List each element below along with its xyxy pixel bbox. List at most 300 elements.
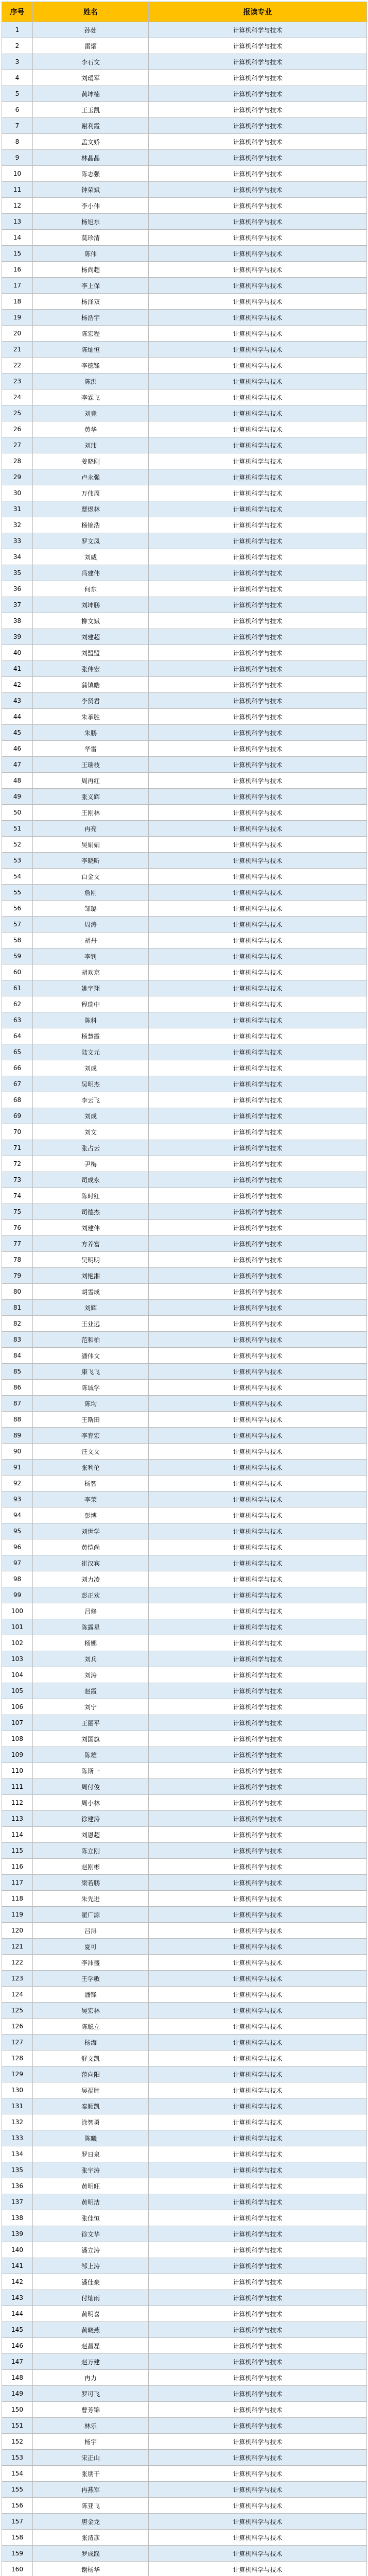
- table-row: [2, 1667, 367, 1683]
- cell-major: 计算机科学与技术: [149, 2306, 367, 2322]
- cell-index: 160: [2, 2562, 33, 2576]
- table-row: [2, 1971, 367, 1987]
- cell-index: 26: [2, 421, 33, 437]
- cell-major: 计算机科学与技术: [149, 278, 367, 294]
- cell-name: 彭正欢: [33, 1587, 149, 1603]
- cell-name: 杨泽双: [33, 294, 149, 310]
- cell-name: 黄明洁: [33, 2194, 149, 2210]
- cell-index: 156: [2, 2498, 33, 2514]
- cell-major: 计算机科学与技术: [149, 1667, 367, 1683]
- header-row: [2, 2, 367, 22]
- cell-index: 155: [2, 2482, 33, 2498]
- cell-major: 计算机科学与技术: [149, 1348, 367, 1364]
- table-row: [2, 1348, 367, 1364]
- cell-index: 48: [2, 773, 33, 789]
- cell-major: 计算机科学与技术: [149, 1236, 367, 1252]
- cell-major: 计算机科学与技术: [149, 2418, 367, 2434]
- cell-major: 计算机科学与技术: [149, 1380, 367, 1396]
- cell-major: 计算机科学与技术: [149, 1715, 367, 1731]
- cell-index: 78: [2, 1252, 33, 1268]
- cell-index: 127: [2, 2035, 33, 2050]
- cell-name: 黄坤楠: [33, 86, 149, 102]
- cell-index: 141: [2, 2258, 33, 2274]
- cell-index: 92: [2, 1476, 33, 1492]
- table-row: [2, 1444, 367, 1460]
- table-row: [2, 2450, 367, 2466]
- cell-name: 李小伟: [33, 198, 149, 214]
- cell-index: 40: [2, 645, 33, 661]
- cell-name: 何东: [33, 581, 149, 597]
- cell-name: 李晓昕: [33, 853, 149, 869]
- cell-major: 计算机科学与技术: [149, 2370, 367, 2386]
- table-row: [2, 1380, 367, 1396]
- cell-name: 李荣: [33, 1492, 149, 1507]
- cell-index: 43: [2, 693, 33, 709]
- cell-major: 计算机科学与技术: [149, 1156, 367, 1172]
- cell-major: 计算机科学与技术: [149, 933, 367, 948]
- table-row: [2, 853, 367, 869]
- cell-major: 计算机科学与技术: [149, 262, 367, 278]
- cell-index: 13: [2, 214, 33, 230]
- cell-index: 6: [2, 102, 33, 118]
- cell-major: 计算机科学与技术: [149, 2482, 367, 2498]
- cell-name: 杨娜: [33, 1635, 149, 1651]
- cell-name: 罗可飞: [33, 2386, 149, 2402]
- cell-name: 罗成蹼: [33, 2546, 149, 2562]
- cell-major: 计算机科学与技术: [149, 2019, 367, 2035]
- cell-index: 122: [2, 1955, 33, 1971]
- cell-name: 范向阳: [33, 2066, 149, 2082]
- cell-major: 计算机科学与技术: [149, 645, 367, 661]
- cell-index: 36: [2, 581, 33, 597]
- cell-name: 周再红: [33, 773, 149, 789]
- table-row: [2, 677, 367, 693]
- cell-index: 159: [2, 2546, 33, 2562]
- cell-major: 计算机科学与技术: [149, 2066, 367, 2082]
- cell-name: 王斯田: [33, 1412, 149, 1428]
- cell-major: 计算机科学与技术: [149, 2434, 367, 2450]
- cell-major: 计算机科学与技术: [149, 118, 367, 134]
- table-row: [2, 1236, 367, 1252]
- table-row: [2, 1507, 367, 1523]
- cell-index: 152: [2, 2434, 33, 2450]
- cell-major: 计算机科学与技术: [149, 1939, 367, 1955]
- cell-index: 49: [2, 789, 33, 805]
- cell-major: 计算机科学与技术: [149, 2226, 367, 2242]
- table-row: [2, 2418, 367, 2434]
- cell-major: 计算机科学与技术: [149, 2194, 367, 2210]
- cell-index: 60: [2, 964, 33, 980]
- cell-name: 汪文文: [33, 1444, 149, 1460]
- table-row: [2, 1811, 367, 1827]
- cell-name: 罗日泉: [33, 2146, 149, 2162]
- cell-index: 137: [2, 2194, 33, 2210]
- table-row: [2, 933, 367, 948]
- cell-index: 69: [2, 1108, 33, 1124]
- cell-name: 钟荣斌: [33, 182, 149, 198]
- cell-major: 计算机科学与技术: [149, 358, 367, 374]
- table-row: [2, 948, 367, 964]
- cell-index: 75: [2, 1204, 33, 1220]
- cell-index: 34: [2, 549, 33, 565]
- table-row: [2, 1492, 367, 1507]
- cell-index: 5: [2, 86, 33, 102]
- cell-name: 刘威: [33, 549, 149, 565]
- cell-name: 张朋干: [33, 2466, 149, 2482]
- table-row: [2, 1028, 367, 1044]
- table-row: [2, 342, 367, 358]
- cell-index: 14: [2, 230, 33, 246]
- cell-major: 计算机科学与技术: [149, 102, 367, 118]
- cell-name: 张义辉: [33, 789, 149, 805]
- cell-index: 113: [2, 1811, 33, 1827]
- header-name: 姓名: [33, 2, 149, 22]
- cell-name: 陈露星: [33, 1619, 149, 1635]
- cell-index: 45: [2, 725, 33, 741]
- cell-index: 51: [2, 821, 33, 837]
- table-row: [2, 2082, 367, 2098]
- cell-major: 计算机科学与技术: [149, 1364, 367, 1380]
- cell-name: 朱鹏: [33, 725, 149, 741]
- table-row: [2, 166, 367, 182]
- cell-major: 计算机科学与技术: [149, 342, 367, 358]
- cell-name: 雷熠: [33, 38, 149, 54]
- cell-name: 孙茹: [33, 22, 149, 38]
- table-row: [2, 1268, 367, 1284]
- cell-index: 59: [2, 948, 33, 964]
- table-row: [2, 485, 367, 501]
- table-row: [2, 1987, 367, 2003]
- cell-name: 刘建超: [33, 629, 149, 645]
- cell-index: 107: [2, 1715, 33, 1731]
- cell-index: 129: [2, 2066, 33, 2082]
- table-row: [2, 1747, 367, 1763]
- cell-major: 计算机科学与技术: [149, 1731, 367, 1747]
- cell-index: 73: [2, 1172, 33, 1188]
- table-row: [2, 102, 367, 118]
- cell-name: 陈雄: [33, 1747, 149, 1763]
- cell-name: 覃煜林: [33, 501, 149, 517]
- cell-name: 宋正山: [33, 2450, 149, 2466]
- cell-index: 135: [2, 2162, 33, 2178]
- cell-major: 计算机科学与技术: [149, 2274, 367, 2290]
- cell-index: 116: [2, 1859, 33, 1875]
- cell-name: 杨尚超: [33, 262, 149, 278]
- cell-major: 计算机科学与技术: [149, 1252, 367, 1268]
- table-row: [2, 1188, 367, 1204]
- table-row: [2, 2514, 367, 2530]
- cell-major: 计算机科学与技术: [149, 773, 367, 789]
- table-row: [2, 230, 367, 246]
- table-row: [2, 837, 367, 853]
- cell-major: 计算机科学与技术: [149, 565, 367, 581]
- cell-index: 111: [2, 1779, 33, 1795]
- cell-name: 张占云: [33, 1140, 149, 1156]
- table-row: [2, 150, 367, 166]
- cell-name: 林晶晶: [33, 150, 149, 166]
- table-row: [2, 2274, 367, 2290]
- table-row: [2, 1763, 367, 1779]
- table-row: [2, 901, 367, 917]
- cell-index: 2: [2, 38, 33, 54]
- cell-name: 吕修: [33, 1603, 149, 1619]
- table-row: [2, 1316, 367, 1332]
- cell-name: 李沛盛: [33, 1955, 149, 1971]
- cell-major: 计算机科学与技术: [149, 2258, 367, 2274]
- cell-name: 刘坤鹏: [33, 597, 149, 613]
- cell-name: 崔汉宾: [33, 1555, 149, 1571]
- cell-name: 曹芳锦: [33, 2402, 149, 2418]
- cell-name: 舒文凯: [33, 2050, 149, 2066]
- table-row: [2, 22, 367, 38]
- table-row: [2, 2210, 367, 2226]
- table-row: [2, 2562, 367, 2576]
- cell-index: 101: [2, 1619, 33, 1635]
- cell-name: 刘文: [33, 1124, 149, 1140]
- table-row: [2, 1571, 367, 1587]
- cell-major: 计算机科学与技术: [149, 2114, 367, 2130]
- table-row: [2, 1044, 367, 1060]
- table-row: [2, 1603, 367, 1619]
- table-row: [2, 1955, 367, 1971]
- table-row: [2, 613, 367, 629]
- cell-major: 计算机科学与技术: [149, 2338, 367, 2354]
- cell-name: 周小林: [33, 1795, 149, 1811]
- table-row: [2, 2290, 367, 2306]
- table-row: [2, 869, 367, 885]
- table-row: [2, 725, 367, 741]
- cell-index: 106: [2, 1699, 33, 1715]
- cell-index: 109: [2, 1747, 33, 1763]
- cell-index: 130: [2, 2082, 33, 2098]
- cell-name: 杨海: [33, 2035, 149, 2050]
- cell-major: 计算机科学与技术: [149, 1875, 367, 1891]
- cell-index: 3: [2, 54, 33, 70]
- table-row: [2, 549, 367, 565]
- table-row: [2, 2035, 367, 2050]
- cell-name: 付灿雨: [33, 2290, 149, 2306]
- cell-name: 彭博: [33, 1507, 149, 1523]
- cell-index: 82: [2, 1316, 33, 1332]
- cell-index: 79: [2, 1268, 33, 1284]
- cell-major: 计算机科学与技术: [149, 1811, 367, 1827]
- cell-major: 计算机科学与技术: [149, 613, 367, 629]
- cell-name: 林乐: [33, 2418, 149, 2434]
- cell-index: 53: [2, 853, 33, 869]
- table-row: [2, 2146, 367, 2162]
- cell-index: 108: [2, 1731, 33, 1747]
- cell-name: 张伟宏: [33, 661, 149, 677]
- cell-major: 计算机科学与技术: [149, 2498, 367, 2514]
- table-row: [2, 469, 367, 485]
- table-row: [2, 1715, 367, 1731]
- cell-index: 90: [2, 1444, 33, 1460]
- table-row: [2, 2162, 367, 2178]
- cell-index: 94: [2, 1507, 33, 1523]
- table-row: [2, 1076, 367, 1092]
- cell-name: 陈斯一: [33, 1763, 149, 1779]
- cell-index: 52: [2, 837, 33, 853]
- cell-major: 计算机科学与技术: [149, 1428, 367, 1444]
- cell-index: 104: [2, 1667, 33, 1683]
- table-row: [2, 964, 367, 980]
- cell-index: 142: [2, 2274, 33, 2290]
- cell-major: 计算机科学与技术: [149, 629, 367, 645]
- cell-name: 陈诚学: [33, 1380, 149, 1396]
- cell-major: 计算机科学与技术: [149, 821, 367, 837]
- table-row: [2, 453, 367, 469]
- table-row: [2, 2130, 367, 2146]
- cell-name: 梁若鹏: [33, 1875, 149, 1891]
- cell-name: 万伟周: [33, 485, 149, 501]
- table-row: [2, 741, 367, 757]
- cell-name: 黄华: [33, 421, 149, 437]
- table-row: [2, 805, 367, 821]
- cell-major: 计算机科学与技术: [149, 1028, 367, 1044]
- cell-major: 计算机科学与技术: [149, 1795, 367, 1811]
- table-row: [2, 2498, 367, 2514]
- table-row: [2, 2066, 367, 2082]
- cell-major: 计算机科学与技术: [149, 597, 367, 613]
- cell-index: 119: [2, 1907, 33, 1923]
- cell-major: 计算机科学与技术: [149, 198, 367, 214]
- table-row: [2, 789, 367, 805]
- cell-index: 37: [2, 597, 33, 613]
- table-row: [2, 1539, 367, 1555]
- cell-major: 计算机科学与技术: [149, 2178, 367, 2194]
- cell-major: 计算机科学与技术: [149, 134, 367, 150]
- table-row: [2, 278, 367, 294]
- table-row: [2, 1875, 367, 1891]
- cell-major: 计算机科学与技术: [149, 294, 367, 310]
- table-row: [2, 565, 367, 581]
- table-row: [2, 70, 367, 86]
- cell-name: 司德杰: [33, 1204, 149, 1220]
- cell-index: 80: [2, 1284, 33, 1300]
- cell-major: 计算机科学与技术: [149, 1763, 367, 1779]
- table-row: [2, 1619, 367, 1635]
- table-row: [2, 1412, 367, 1428]
- cell-index: 96: [2, 1539, 33, 1555]
- table-row: [2, 1140, 367, 1156]
- cell-name: 刘成: [33, 1060, 149, 1076]
- table-row: [2, 980, 367, 996]
- table-row: [2, 246, 367, 262]
- cell-index: 97: [2, 1555, 33, 1571]
- cell-major: 计算机科学与技术: [149, 1396, 367, 1412]
- cell-major: 计算机科学与技术: [149, 389, 367, 405]
- table-row: [2, 885, 367, 901]
- cell-index: 81: [2, 1300, 33, 1316]
- cell-name: 王丽平: [33, 1715, 149, 1731]
- cell-major: 计算机科学与技术: [149, 150, 367, 166]
- cell-major: 计算机科学与技术: [149, 1907, 367, 1923]
- cell-name: 李上保: [33, 278, 149, 294]
- cell-index: 125: [2, 2003, 33, 2019]
- cell-name: 涂智勇: [33, 2114, 149, 2130]
- cell-index: 87: [2, 1396, 33, 1412]
- cell-index: 136: [2, 2178, 33, 2194]
- cell-index: 114: [2, 1827, 33, 1843]
- cell-major: 计算机科学与技术: [149, 2146, 367, 2162]
- table-row: [2, 198, 367, 214]
- cell-index: 134: [2, 2146, 33, 2162]
- table-row: [2, 2354, 367, 2370]
- table-row: [2, 709, 367, 725]
- cell-name: 邹璐: [33, 901, 149, 917]
- cell-index: 89: [2, 1428, 33, 1444]
- table-row: [2, 310, 367, 326]
- cell-index: 55: [2, 885, 33, 901]
- cell-index: 10: [2, 166, 33, 182]
- cell-major: 计算机科学与技术: [149, 2130, 367, 2146]
- cell-index: 74: [2, 1188, 33, 1204]
- table-row: [2, 581, 367, 597]
- cell-major: 计算机科学与技术: [149, 1923, 367, 1939]
- cell-major: 计算机科学与技术: [149, 1971, 367, 1987]
- cell-name: 陈亚飞: [33, 2498, 149, 2514]
- cell-index: 46: [2, 741, 33, 757]
- cell-name: 姜晓刚: [33, 453, 149, 469]
- table-row: [2, 421, 367, 437]
- table-body: [2, 22, 367, 2576]
- cell-name: 华雷: [33, 741, 149, 757]
- cell-major: 计算机科学与技术: [149, 501, 367, 517]
- table-row: [2, 2178, 367, 2194]
- cell-index: 88: [2, 1412, 33, 1428]
- cell-major: 计算机科学与技术: [149, 1827, 367, 1843]
- cell-index: 33: [2, 533, 33, 549]
- cell-index: 98: [2, 1571, 33, 1587]
- cell-major: 计算机科学与技术: [149, 693, 367, 709]
- cell-major: 计算机科学与技术: [149, 2082, 367, 2098]
- cell-major: 计算机科学与技术: [149, 2322, 367, 2338]
- cell-major: 计算机科学与技术: [149, 1891, 367, 1907]
- cell-major: 计算机科学与技术: [149, 2386, 367, 2402]
- table-row: [2, 2003, 367, 2019]
- cell-major: 计算机科学与技术: [149, 1476, 367, 1492]
- table-row: [2, 437, 367, 453]
- cell-name: 刘建伟: [33, 1220, 149, 1236]
- cell-index: 143: [2, 2290, 33, 2306]
- cell-major: 计算机科学与技术: [149, 214, 367, 230]
- cell-index: 102: [2, 1635, 33, 1651]
- cell-name: 唐金龙: [33, 2514, 149, 2530]
- table-row: [2, 1124, 367, 1140]
- cell-name: 张宇涛: [33, 2162, 149, 2178]
- cell-index: 64: [2, 1028, 33, 1044]
- cell-index: 41: [2, 661, 33, 677]
- cell-name: 刘竞: [33, 405, 149, 421]
- table-row: [2, 1843, 367, 1859]
- cell-name: 李育宏: [33, 1428, 149, 1444]
- cell-index: 158: [2, 2530, 33, 2546]
- table-row: [2, 1683, 367, 1699]
- cell-name: 翟广源: [33, 1907, 149, 1923]
- cell-name: 蒲镇皓: [33, 677, 149, 693]
- cell-major: 计算机科学与技术: [149, 453, 367, 469]
- cell-name: 柳文斌: [33, 613, 149, 629]
- cell-major: 计算机科学与技术: [149, 1635, 367, 1651]
- cell-name: 黄明旺: [33, 2178, 149, 2194]
- cell-major: 计算机科学与技术: [149, 1492, 367, 1507]
- table-row: [2, 773, 367, 789]
- cell-major: 计算机科学与技术: [149, 1587, 367, 1603]
- cell-major: 计算机科学与技术: [149, 1683, 367, 1699]
- cell-major: 计算机科学与技术: [149, 405, 367, 421]
- cell-major: 计算机科学与技术: [149, 1092, 367, 1108]
- cell-index: 23: [2, 374, 33, 389]
